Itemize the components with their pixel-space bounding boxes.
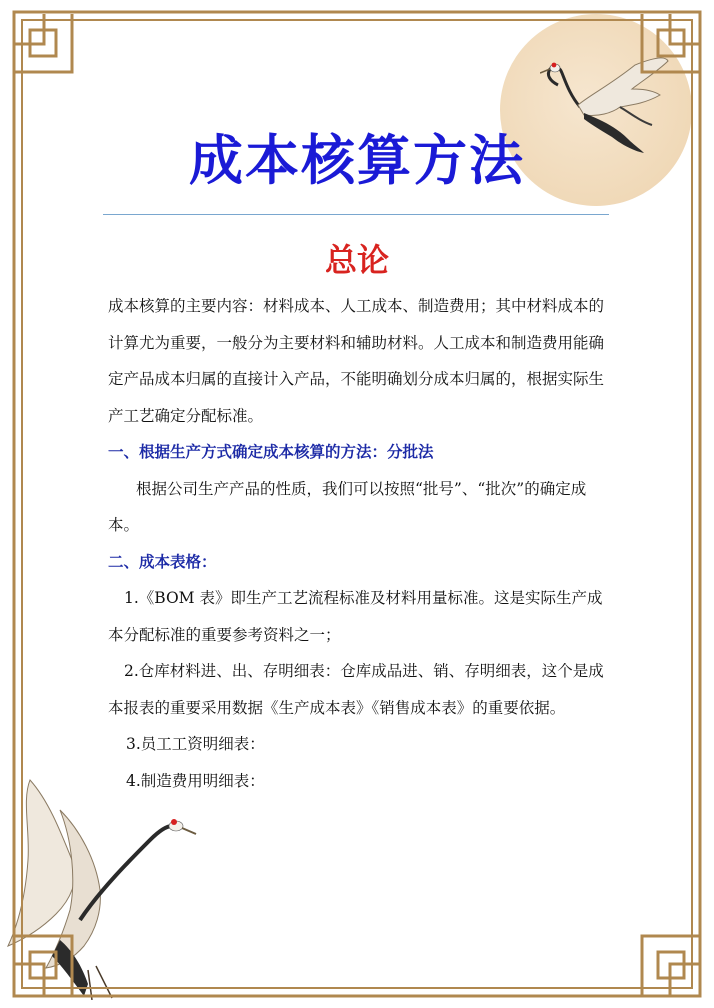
section-1-paragraph: 根据公司生产产品的性质，我们可以按照“批号”、“批次”的确定成本。 [108, 479, 587, 534]
page-title: 成本核算方法 [189, 128, 525, 192]
section-subtitle: 总论 [324, 241, 389, 279]
list-item: 4.制造费用明细表： [126, 771, 265, 790]
title-divider [103, 214, 609, 215]
section-1-heading: 一、根据生产方式确定成本核算的方法：分批法 [108, 442, 434, 461]
list-item: 2.仓库材料进、出、存明细表：仓库成品进、销、存明细表，这个是成本报表的重要采用数据《生产成本表》《销售成本表》的重要依据。 [108, 662, 604, 717]
section-2-heading: 二、成本表格： [108, 551, 217, 571]
list-item: 1.《BOM 表》即生产工艺流程标准及材料用量标准。这是实际生产成本分配标准的重要参考资料之一； [108, 589, 603, 644]
list-item: 3.员工工资明细表： [126, 735, 265, 753]
intro-paragraph: 成本核算的主要内容：材料成本、人工成本、制造费用；其中材料成本的计算尤为重要，一般分为主要材料和辅助材料。人工成本和制造费用能确定产品成本归属的直接计入产品，不能明确划分成本归属的，根据实际生产工艺确定分配标准。 [108, 297, 605, 425]
document-body [108, 288, 610, 799]
